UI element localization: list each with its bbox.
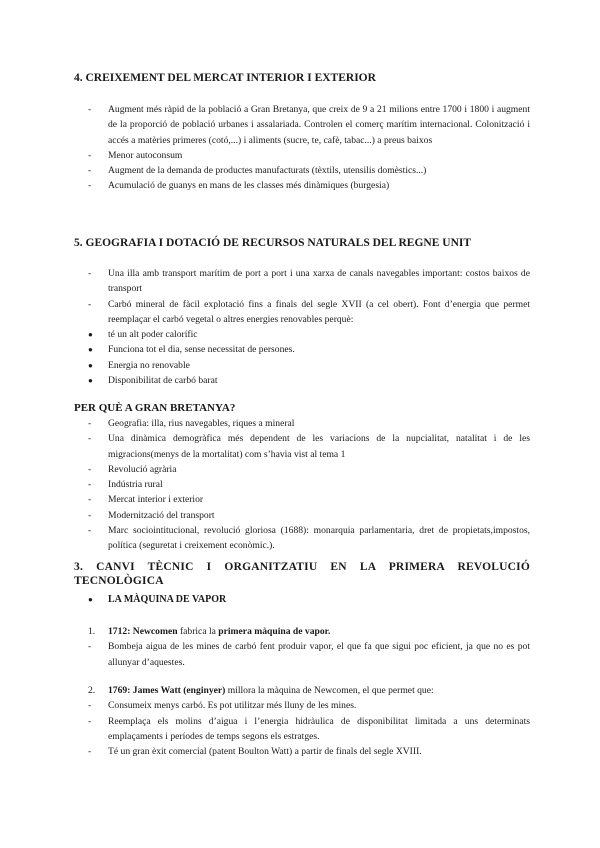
- list-item: [74, 508, 530, 523]
- list-item-text: Carbó mineral de fàcil explotació fins a finals del segle XVII (a cel obert). Font d’energia que permet reemplaçar el carbó vegetal o altres energies renovables perquè:: [108, 298, 530, 325]
- list-item: [74, 163, 530, 178]
- list-item: [74, 297, 530, 328]
- dash-marker: -: [88, 463, 92, 475]
- bullet-text: Funciona tot el dia, sense necessitat de persones.: [108, 344, 295, 356]
- section-4-heading: 4. CREIXEMENT DEL MERCAT INTERIOR I EXTERIOR: [74, 72, 376, 84]
- list-item-text: Una dinàmica demogràfica més dependent de les variacions de la nupcialitat, natalitat i de les migracions(menys de la mortalitat) com s’havia vist al tema 1: [108, 433, 530, 460]
- dash-marker: -: [88, 525, 92, 537]
- list-item: [74, 714, 530, 745]
- list-item: [74, 431, 530, 462]
- list-item: [74, 492, 530, 507]
- dash-marker: -: [88, 180, 92, 192]
- dash-marker: -: [88, 479, 92, 491]
- dash-marker: -: [88, 165, 92, 177]
- list-item-text: Revolució agrària: [108, 463, 177, 475]
- numbered-item: [74, 683, 530, 698]
- list-item: [74, 462, 530, 477]
- list-item: [74, 477, 530, 492]
- steam-engine-subtitle-row: [74, 592, 530, 607]
- list-item-text: Reemplaça els molins d’aigua i l’energia hidràulica de disponibilitat limitada a uns determinats emplaçaments i períodes de temps segons els estratges.: [108, 715, 530, 742]
- dash-marker: -: [88, 746, 92, 758]
- watt-text: millora la màquina de Newcomen, el que permet que:: [225, 685, 434, 696]
- dash-marker: -: [88, 509, 92, 521]
- dash-marker: -: [88, 268, 92, 279]
- dash-marker: -: [88, 298, 92, 310]
- dash-marker: -: [88, 418, 92, 429]
- why-britain-heading: PER QUÈ A GRAN BRETANYA?: [74, 402, 236, 414]
- list-item-text: Acumulació de guanys en mans de les classes més dinàmiques (burgesia): [108, 180, 390, 192]
- steam-engine-subtitle: LA MÀQUINA DE VAPOR: [108, 594, 227, 605]
- why-britain-list: [74, 416, 530, 554]
- list-item: [74, 148, 530, 163]
- numbered-item: [74, 624, 530, 639]
- bullet-icon: ●: [88, 595, 93, 604]
- bullet-icon: ●: [88, 345, 93, 355]
- list-item-text: Indústria rural: [108, 479, 163, 491]
- bullet-text: Disponibilitat de carbó barat: [108, 375, 218, 387]
- list-item-text: Geografia: illa, rius navegables, riques a mineral: [108, 418, 295, 429]
- watt-lead: 1769: James Watt (enginyer): [108, 685, 226, 696]
- bullet-item: [74, 327, 530, 342]
- bullet-item: [74, 342, 530, 357]
- list-item-text: Té un gran èxit comercial (patent Boulton Watt) a partir de finals del segle XVIII.: [108, 746, 422, 758]
- dash-marker: -: [88, 641, 92, 653]
- dash-marker: -: [88, 149, 92, 161]
- list-item-text: Menor autoconsum: [108, 149, 183, 161]
- list-item-text: Marc sociointitucional, revolució gloriosa (1688): monarquia parlamentaria, dret de propietats,impostos, política (seguretat i creixement econòmic.).: [108, 525, 530, 552]
- dash-marker: -: [88, 715, 92, 727]
- list-item: [74, 639, 530, 670]
- section-4-list: [74, 102, 530, 194]
- bullet-text: té un alt poder calorífic: [108, 329, 198, 341]
- dash-marker: -: [88, 433, 92, 445]
- list-item-text: Augment més ràpid de la població a Gran Bretanya, que creix de 9 a 21 milions entre 1700 i 1800 i augment de la proporció de població urbanes i assalariada. Controlen el comerç marítim internacional. Colonització i accés a matèries primeres (cotó,...) i aliments (sucre, te, cafè, tabac...) a preus baixos: [108, 104, 530, 146]
- bullet-icon: ●: [88, 330, 93, 340]
- list-item: [74, 744, 530, 759]
- newcomen-text: fabrica la: [177, 626, 219, 637]
- section-5-list: [74, 266, 530, 388]
- list-item-text: Modernització del transport: [108, 509, 215, 521]
- dash-marker: -: [88, 104, 92, 115]
- list-item-text: Bombeja aigua de les mines de carbó fent produir vapor, el que fa que sigui poc eficient, ja que no es pot allunyar d’aquestes.: [108, 641, 530, 668]
- watt-block: [74, 683, 530, 759]
- number-marker: 2.: [88, 685, 96, 696]
- newcomen-bold: primera màquina de vapor.: [218, 626, 331, 637]
- number-marker: 1.: [88, 626, 96, 637]
- bullet-icon: ●: [88, 376, 93, 386]
- dash-marker: -: [88, 494, 92, 506]
- bullet-item: [74, 358, 530, 373]
- list-item: [74, 698, 530, 713]
- dash-marker: -: [88, 700, 92, 712]
- bullet-item: [74, 373, 530, 388]
- section-5-heading: 5. GEOGRAFIA I DOTACIÓ DE RECURSOS NATURALS DEL REGNE UNIT: [74, 237, 472, 249]
- list-item: [74, 523, 530, 554]
- section-3-heading: 3. CANVI TÈCNIC I ORGANITZATIU EN LA PRIMERA REVOLUCIÓ TECNOLÒGICA: [74, 561, 530, 587]
- list-item-text: Mercat interior i exterior: [108, 494, 204, 506]
- newcomen-block: [74, 624, 530, 670]
- list-item: [74, 266, 530, 297]
- list-item: [74, 178, 530, 193]
- bullet-icon: ●: [88, 360, 93, 370]
- bullet-item: [74, 592, 530, 607]
- list-item-text: Augment de la demanda de productes manufacturats (tèxtils, utensilis domèstics...): [108, 165, 427, 177]
- list-item-text: Consumeix menys carbó. Es pot utilitzar més lluny de les mines.: [108, 700, 357, 712]
- newcomen-lead: 1712: Newcomen: [108, 626, 178, 637]
- list-item: [74, 102, 530, 148]
- list-item: [74, 416, 530, 431]
- list-item-text: Una illa amb transport marítim de port a port i una xarxa de canals navegables important: costos baixos de transport: [108, 268, 530, 295]
- bullet-text: Energia no renovable: [108, 359, 190, 371]
